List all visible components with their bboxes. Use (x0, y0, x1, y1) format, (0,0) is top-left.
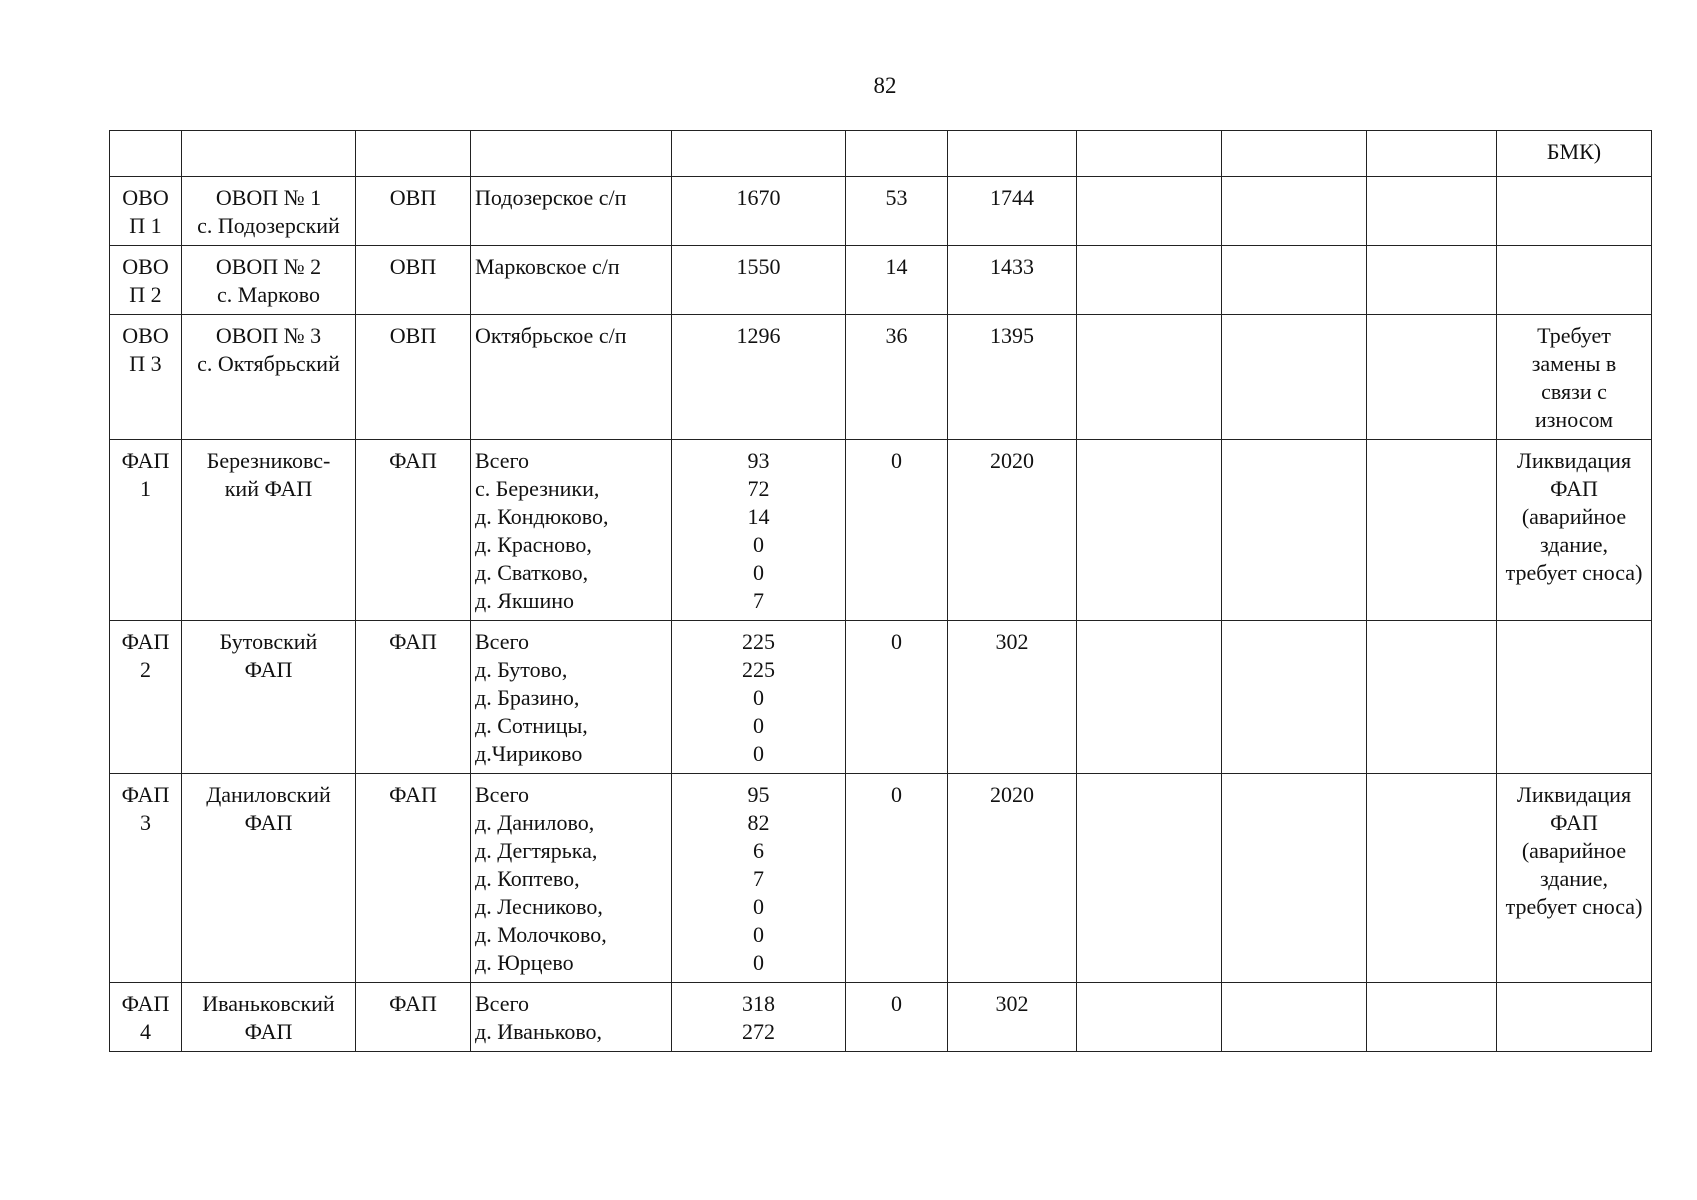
facility-code-line: ОВО (122, 185, 169, 210)
empty-cell (1077, 177, 1222, 246)
settlement-line: Всего (475, 448, 529, 473)
empty-cell (1222, 621, 1367, 774)
empty-cell (1367, 621, 1497, 774)
population-value: 95 (747, 782, 770, 807)
facility-name-line: ФАП (244, 1019, 293, 1044)
empty-cell (1367, 774, 1497, 983)
table-row (110, 440, 1652, 621)
population-value: 93 (747, 448, 770, 473)
note-line: (аварийное (1521, 504, 1627, 529)
facility-name-cell (182, 246, 356, 315)
population-cell (672, 177, 846, 246)
settlement-line: Всего (475, 782, 529, 807)
population-value: 0 (753, 894, 764, 919)
population-value: 318 (742, 991, 775, 1016)
table-cell (1077, 131, 1222, 177)
population-value: 6 (753, 838, 764, 863)
empty-cell (1222, 177, 1367, 246)
facility-name-line: с. Подозерский (197, 213, 340, 238)
facility-code-cell (110, 983, 182, 1052)
population-value: 72 (747, 476, 770, 501)
value-cell-7: 302 (948, 621, 1077, 774)
note-line: требует сноса) (1505, 560, 1643, 585)
facility-code-line: 2 (140, 657, 151, 682)
note-cell (1497, 440, 1652, 621)
facility-code-line: 3 (140, 810, 151, 835)
facility-name-line: с. Марково (217, 282, 320, 307)
empty-cell (1222, 315, 1367, 440)
empty-cell (1077, 983, 1222, 1052)
settlement-line: д. Иваньково, (475, 1019, 603, 1044)
table-cell (846, 131, 948, 177)
table-cell (110, 131, 182, 177)
settlements-cell (471, 177, 672, 246)
population-cell (672, 440, 846, 621)
facility-code-cell (110, 440, 182, 621)
settlement-line: д. Бразино, (475, 685, 580, 710)
facility-type-cell: ОВП (356, 177, 471, 246)
table-row (110, 983, 1652, 1052)
note-cell (1497, 983, 1652, 1052)
table-row (110, 246, 1652, 315)
settlement-line: д. Данилово, (475, 810, 595, 835)
facility-code-cell (110, 621, 182, 774)
facility-code-cell (110, 177, 182, 246)
facility-name-line: ОВОП № 3 (215, 323, 322, 348)
facility-code-line: П 2 (129, 282, 162, 307)
facilities-table (109, 130, 1652, 1052)
settlement-line: д. Лесниково, (475, 894, 603, 919)
population-value: 272 (742, 1019, 775, 1044)
empty-cell (1222, 440, 1367, 621)
facility-code-line: П 1 (129, 213, 162, 238)
population-value: 0 (753, 922, 764, 947)
facility-type-cell: ФАП (356, 440, 471, 621)
empty-cell (1367, 177, 1497, 246)
settlement-line: д. Молочково, (475, 922, 607, 947)
settlements-cell (471, 983, 672, 1052)
settlements-cell (471, 774, 672, 983)
note-line: требует сноса) (1505, 894, 1643, 919)
facility-type-cell: ФАП (356, 621, 471, 774)
settlement-line: д. Дегтярька, (475, 838, 598, 863)
settlement-line: д. Красново, (475, 532, 592, 557)
settlement-line: д. Сотницы, (475, 713, 588, 738)
facility-name-line: ОВОП № 2 (215, 254, 322, 279)
population-cell (672, 774, 846, 983)
facility-name-line: кий ФАП (224, 476, 313, 501)
facility-name-line: Березниковс- (206, 448, 331, 473)
facility-code-line: ФАП (121, 991, 170, 1016)
note-line: замены в (1531, 351, 1617, 376)
facility-type-cell: ОВП (356, 315, 471, 440)
population-value: 0 (753, 685, 764, 710)
table-cell (182, 131, 356, 177)
population-value: 0 (753, 713, 764, 738)
continued-header-row (110, 131, 1652, 177)
value-cell-7: 1744 (948, 177, 1077, 246)
settlements-cell (471, 315, 672, 440)
settlement-line: Октябрьское с/п (475, 323, 627, 348)
settlement-line: с. Березники, (475, 476, 600, 501)
table-cell (1367, 131, 1497, 177)
table-row (110, 621, 1652, 774)
population-value: 1670 (736, 185, 781, 210)
population-cell (672, 315, 846, 440)
population-value: 225 (742, 629, 775, 654)
settlement-line: д. Коптево, (475, 866, 580, 891)
facility-name-line: Иваньковский (202, 991, 335, 1016)
value-cell-7: 1433 (948, 246, 1077, 315)
facility-name-line: Бутовский (219, 629, 318, 654)
value-cell-6: 14 (846, 246, 948, 315)
facility-code-line: 4 (140, 1019, 151, 1044)
table-body (110, 131, 1652, 1052)
note-line: Ликвидация (1516, 782, 1632, 807)
population-cell (672, 621, 846, 774)
facility-name-line: ФАП (244, 810, 293, 835)
facility-code-line: ОВО (122, 254, 169, 279)
facility-type-cell: ФАП (356, 983, 471, 1052)
settlement-line: д. Бутово, (475, 657, 568, 682)
empty-cell (1222, 983, 1367, 1052)
population-value: 7 (753, 866, 764, 891)
note-cell (1497, 177, 1652, 246)
empty-cell (1077, 246, 1222, 315)
facility-code-line: ФАП (121, 448, 170, 473)
facility-type-cell: ФАП (356, 774, 471, 983)
empty-cell (1077, 774, 1222, 983)
facility-code-cell (110, 774, 182, 983)
facility-name-cell (182, 774, 356, 983)
note-cell (1497, 315, 1652, 440)
note-line: здание, (1539, 532, 1609, 557)
population-value: 0 (753, 950, 764, 975)
facility-code-cell (110, 315, 182, 440)
table-cell (1222, 131, 1367, 177)
facility-name-cell (182, 621, 356, 774)
settlement-line: д. Юрцево (475, 950, 574, 975)
table-row (110, 774, 1652, 983)
value-cell-7: 2020 (948, 440, 1077, 621)
header-note-cell: БМК) (1497, 131, 1652, 177)
settlements-cell (471, 621, 672, 774)
population-value: 0 (753, 532, 764, 557)
settlement-line: д. Сватково, (475, 560, 589, 585)
value-cell-6: 0 (846, 621, 948, 774)
settlement-line: д. Якшино (475, 588, 575, 613)
population-cell (672, 983, 846, 1052)
facility-code-line: ФАП (121, 629, 170, 654)
settlement-line: Всего (475, 991, 529, 1016)
value-cell-7: 302 (948, 983, 1077, 1052)
value-cell-6: 53 (846, 177, 948, 246)
note-cell (1497, 774, 1652, 983)
empty-cell (1077, 315, 1222, 440)
note-cell (1497, 621, 1652, 774)
population-value: 14 (747, 504, 770, 529)
empty-cell (1367, 440, 1497, 621)
population-value: 1296 (736, 323, 781, 348)
note-line: (аварийное (1521, 838, 1627, 863)
facility-name-cell (182, 440, 356, 621)
value-cell-6: 36 (846, 315, 948, 440)
facility-code-cell (110, 246, 182, 315)
population-value: 82 (747, 810, 770, 835)
table-cell (672, 131, 846, 177)
settlements-cell (471, 440, 672, 621)
page-number: 82 (873, 73, 897, 98)
population-value: 0 (753, 560, 764, 585)
table-row (110, 315, 1652, 440)
note-line: износом (1534, 407, 1614, 432)
settlement-line: Всего (475, 629, 529, 654)
note-line: Ликвидация (1516, 448, 1632, 473)
value-cell-7: 2020 (948, 774, 1077, 983)
facility-name-cell (182, 177, 356, 246)
value-cell-6: 0 (846, 774, 948, 983)
facility-code-line: ФАП (121, 782, 170, 807)
facility-name-line: с. Октябрьский (197, 351, 340, 376)
note-line: Требует (1537, 323, 1611, 348)
facility-name-line: Даниловский (206, 782, 331, 807)
settlement-line: Подозерское с/п (475, 185, 627, 210)
facility-name-line: ФАП (244, 657, 293, 682)
note-line: ФАП (1550, 810, 1598, 835)
value-cell-6: 0 (846, 440, 948, 621)
facility-code-line: 1 (140, 476, 151, 501)
table-cell (356, 131, 471, 177)
population-value: 0 (753, 741, 764, 766)
empty-cell (1077, 621, 1222, 774)
table-row (110, 177, 1652, 246)
note-line: связи с (1541, 379, 1607, 404)
value-cell-7: 1395 (948, 315, 1077, 440)
population-value: 1550 (736, 254, 781, 279)
population-value: 7 (753, 588, 764, 613)
population-cell (672, 246, 846, 315)
note-cell (1497, 246, 1652, 315)
facility-name-cell (182, 315, 356, 440)
facility-name-line: ОВОП № 1 (215, 185, 322, 210)
note-line: ФАП (1550, 476, 1598, 501)
empty-cell (1367, 983, 1497, 1052)
population-value: 225 (742, 657, 775, 682)
settlement-line: Марковское с/п (475, 254, 620, 279)
facility-name-cell (182, 983, 356, 1052)
facility-code-line: ОВО (122, 323, 169, 348)
settlement-line: д. Кондюково, (475, 504, 609, 529)
settlements-cell (471, 246, 672, 315)
empty-cell (1222, 774, 1367, 983)
value-cell-6: 0 (846, 983, 948, 1052)
facility-type-cell: ОВП (356, 246, 471, 315)
table-cell (948, 131, 1077, 177)
table-cell (471, 131, 672, 177)
empty-cell (1367, 246, 1497, 315)
note-line: здание, (1539, 866, 1609, 891)
empty-cell (1077, 440, 1222, 621)
facility-code-line: П 3 (129, 351, 162, 376)
empty-cell (1222, 246, 1367, 315)
settlement-line: д.Чириково (475, 741, 583, 766)
empty-cell (1367, 315, 1497, 440)
